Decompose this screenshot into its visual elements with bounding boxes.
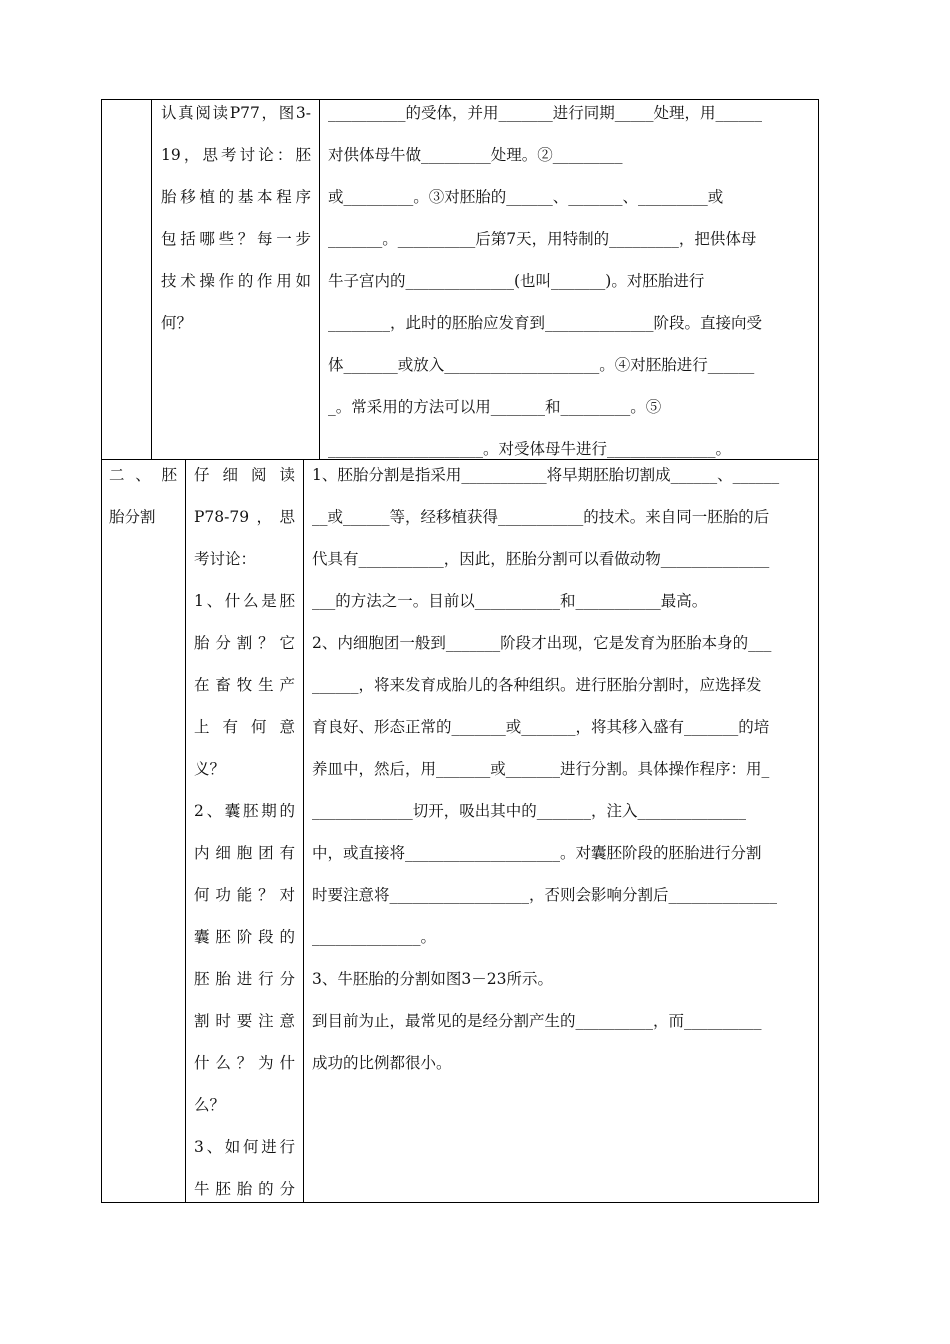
answer-line: 2、内细胞团一般到_______阶段才出现，它是发育为胚胎本身的___ [312,634,772,652]
table-border-left [101,99,102,1203]
answer-line: _。常采用的方法可以用_______和_________。⑤ [328,398,662,416]
question-line: 么？ [194,1096,226,1114]
table-border-right [818,99,819,1203]
answer-line: 育良好、形态正常的_______或_______，将其移入盛有_______的培 [312,718,770,736]
question-line: 在畜牧生产 [194,676,295,694]
answer-line: 3、牛胚胎的分割如图3－23所示。 [312,970,553,988]
row1-question-cell [161,92,311,344]
answer-line: _______。__________后第7天，用特制的_________，把供体母 [328,230,757,248]
row2-col-divider-2 [303,459,304,1203]
question-line: 牛胚胎的分 [194,1180,295,1198]
section-title-line: 二、胚 [109,466,177,484]
answer-line: 体_______或放入____________________。④对胚胎进行______ [328,356,755,374]
answer-line: 牛子宫内的______________(也叫_______)。对胚胎进行 [328,272,705,290]
row2-col-divider-1 [185,459,186,1203]
answer-line: ______________。 [312,928,437,946]
answer-line: 或_________。③对胚胎的______、_______、_________或 [328,188,724,206]
question-line: 仔细阅读 [194,466,295,484]
question-line: 胎移植的基本程序 [161,188,311,206]
row2-question-cell [194,454,295,1210]
question-line: 囊胚阶段的 [194,928,295,946]
row1-col-divider-2 [319,99,320,460]
question-line: 胚胎进行分 [194,970,295,988]
section-title-line: 胎分割 [109,508,156,526]
question-line: 认真阅读P77，图3- [161,104,311,122]
question-line: 什么？为什 [194,1054,295,1072]
answer-line: 到目前为止，最常见的是经分割产生的__________，而__________ [312,1012,762,1030]
row1-col-divider-1 [151,99,152,460]
answer-line: ______，将来发育成胎儿的各种组织。进行胚胎分割时，应选择发 [312,676,762,694]
row2-answer-cell [312,454,812,1084]
section-title-cell [109,454,177,538]
question-line: 割时要注意 [194,1012,295,1030]
question-line: 1、什么是胚 [194,592,295,610]
question-line: 胎分割？它 [194,634,295,652]
question-line: P78-79，思 [194,508,295,526]
answer-line: 代具有___________，因此，胚胎分割可以看做动物______________ [312,550,770,568]
answer-line: 时要注意将__________________，否则会影响分割后______________ [312,886,778,904]
answer-line: 中，或直接将____________________。对囊胚阶段的胚胎进行分割 [312,844,762,862]
question-line: 包括哪些？每一步 [161,230,311,248]
question-line: 何？ [161,314,193,332]
answer-line: 成功的比例都很小。 [312,1054,452,1072]
question-line: 义？ [194,760,226,778]
answer-line: _____________切开，吸出其中的_______，注入______________ [312,802,747,820]
answer-line: ___的方法之一。目前以___________和___________最高。 [312,592,708,610]
question-line: 2、囊胚期的 [194,802,295,820]
answer-line: __________的受体，并用_______进行同期_____处理，用______ [328,104,763,122]
answer-line: __或______等，经移植获得___________的技术。来自同一胚胎的后 [312,508,770,526]
question-line: 上有何意 [194,718,295,736]
question-line: 19，思考讨论：胚 [161,146,311,164]
question-line: 3、如何进行 [194,1138,295,1156]
answer-line: 对供体母牛做_________处理。②_________ [328,146,623,164]
question-line: 考讨论： [194,550,257,568]
row1-answer-cell [328,92,811,470]
question-line: 何功能？对 [194,886,295,904]
answer-line: 1、胚胎分割是指采用___________将早期胚胎切割成______、______ [312,466,780,484]
answer-line: 养皿中，然后，用_______或_______进行分割。具体操作程序：用_ [312,760,770,778]
question-line: 内细胞团有 [194,844,295,862]
question-line: 技术操作的作用如 [161,272,311,290]
answer-line: ________，此时的胚胎应发育到______________阶段。直接向受 [328,314,763,332]
answer-line: ____________________。对受体母牛进行______________。 [328,440,732,458]
